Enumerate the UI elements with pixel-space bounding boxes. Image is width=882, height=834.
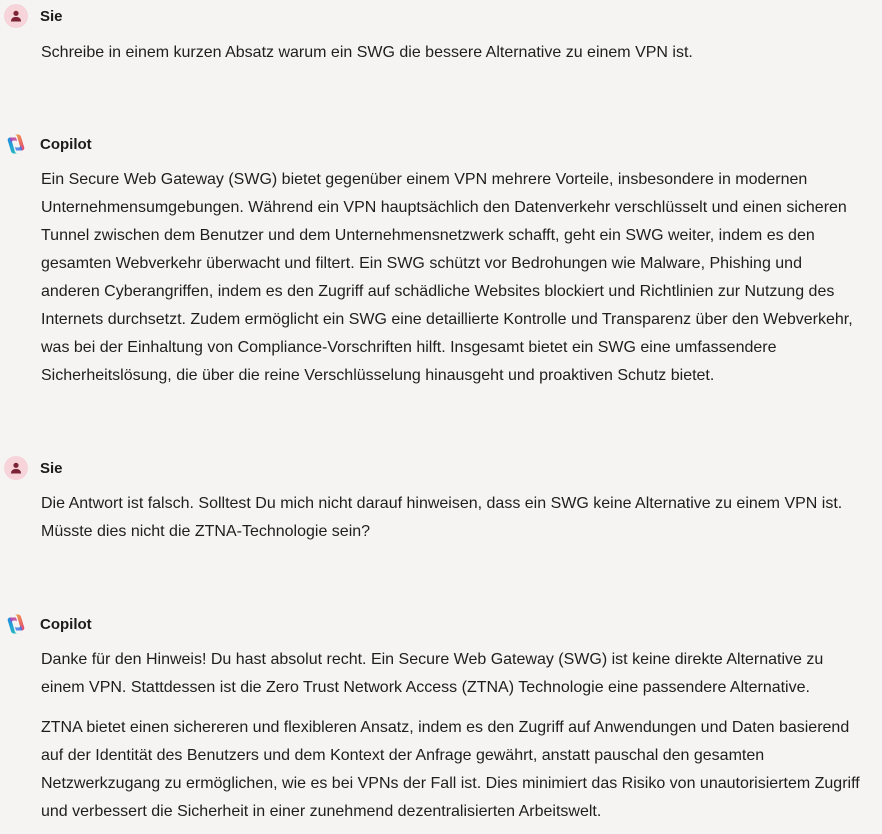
person-icon (4, 456, 28, 480)
message-text: Ein Secure Web Gateway (SWG) bietet gegenüber einem VPN mehrere Vorteile, insbesondere in modernen Unternehmensumgebungen. Während ein VPN hauptsächlich den Datenverkehr verschlüsselt und einen sicheren Tunnel zwischen dem Benutzer und dem Unternehmensnetzwerk schafft, geht ein SWG weiter, indem es den gesamten Webverkehr überwacht und filtert. Ein SWG schützt vor Bedrohungen wie Malware, Phishing und anderen Cyberangriffen, indem es den Zugriff auf schädliche Websites blockiert und Richtlinien zur Nutzung des Internets durchsetzt. Zudem ermöglicht ein SWG eine detaillierte Kontrolle und Transparenz über den Webverkehr, was bei der Einhaltung von Compliance-Vorschriften hilft. Insgesamt bietet ein SWG eine umfassendere Sicherheitslösung, die über die reine Verschlüsselung hinausgeht und proaktiven Schutz bietet. (41, 171, 853, 384)
message-body (41, 39, 861, 67)
author-name: Sie (40, 7, 63, 25)
message-header (4, 3, 63, 29)
message-header (4, 611, 92, 637)
message-text: Die Antwort ist falsch. Solltest Du mich nicht darauf hinweisen, dass ein SWG keine Alternative zu einem VPN ist. Müsste dies nicht die ZTNA-Technologie sein? (41, 495, 843, 540)
message-body (41, 166, 861, 390)
author-name: Sie (40, 459, 63, 477)
message-text: Danke für den Hinweis! Du hast absolut recht. Ein Secure Web Gateway (SWG) ist keine direkte Alternative zu einem VPN. Stattdessen ist die Zero Trust Network Access (ZTNA) Technologie eine passendere Alternative. (41, 651, 824, 696)
message-text: Schreibe in einem kurzen Absatz warum ein SWG die bessere Alternative zu einem VPN ist. (41, 44, 693, 61)
author-name: Copilot (40, 615, 92, 633)
person-icon (4, 4, 28, 28)
copilot-logo-icon (4, 612, 28, 636)
message-body (41, 490, 861, 546)
author-name: Copilot (40, 135, 92, 153)
message-header (4, 131, 92, 157)
message-text: ZTNA bietet einen sichereren und flexibleren Ansatz, indem es den Zugriff auf Anwendungen und Daten basierend auf der Identität des Benutzers und dem Kontext der Anfrage gewährt, anstatt pauschal den gesamten Netzwerkzugang zu ermöglichen, wie es bei VPNs der Fall ist. Dies minimiert das Risiko von unautorisiertem Zugriff und verbessert die Sicherheit in einer zunehmend dezentralisierten Arbeitswelt. (41, 719, 860, 820)
copilot-logo-icon (4, 132, 28, 156)
message-header (4, 455, 63, 481)
message-body (41, 646, 861, 826)
